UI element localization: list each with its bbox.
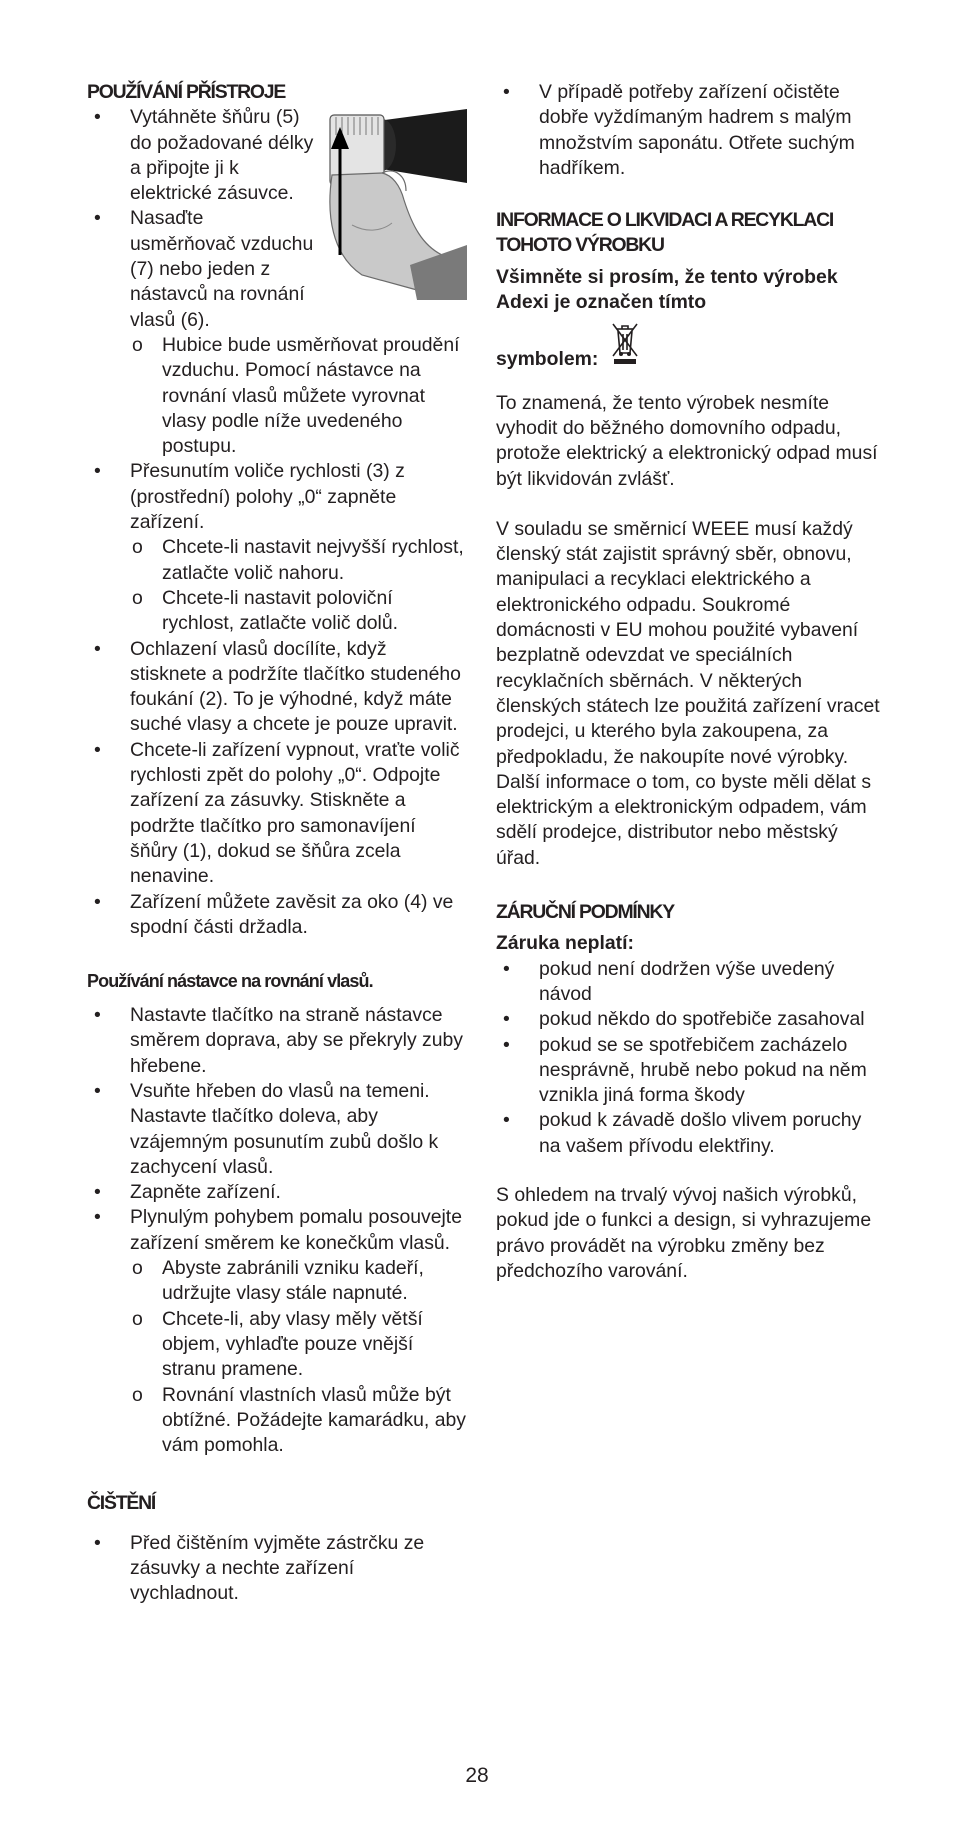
speed-sublist [87, 535, 467, 636]
weee-bin-icon [610, 321, 640, 372]
left-column [87, 80, 467, 1607]
symbol-label: symbolem: [496, 348, 599, 371]
using-list-rest [87, 637, 467, 941]
page-number: 28 [465, 1764, 489, 1787]
using-list [87, 105, 467, 333]
warranty-subheading: Záruka neplatí: [496, 932, 634, 955]
list-item: o Chcete-li nastavit poloviční rychlost, zatlačte volič dolů. [87, 586, 467, 637]
right-column [496, 80, 886, 1284]
attachment-sublist [87, 1256, 467, 1458]
list-item: • Přesunutím voliče rychlosti (3) z (prostřední) polohy „0“ zapněte zařízení. [87, 459, 467, 535]
list-item: • pokud k závadě došlo vlivem poruchy na vašem přívodu elektřiny. [496, 1108, 886, 1159]
using-heading: POUŽÍVÁNÍ PŘÍSTROJE [87, 81, 286, 103]
list-item: • Před čištěním vyjměte zástrčku ze zásuvky a nechte zařízení vychladnout. [87, 1531, 467, 1607]
list-item: • Vsuňte hřeben do vlasů na temeni. Nastavte tlačítko doleva, aby vzájemným posunutím zubů došlo k zachycení vlasů. [87, 1079, 467, 1180]
list-item: • Vytáhněte šňůru (5) do požadované délky a připojte ji k elektrické zásuvce. [87, 105, 467, 206]
cleaning-heading: ČIŠTĚNÍ [87, 1492, 156, 1515]
warranty-list [496, 957, 886, 1159]
list-item: • Zařízení můžete zavěsit za oko (4) ve spodní části držadla. [87, 890, 467, 941]
list-item: • Chcete-li zařízení vypnout, vraťte volič rychlosti zpět do polohy „0“. Odpojte zařízení za zásuvky. Stiskněte a podržte tlačítko pro samonavíjení šňůry (1), dokud se šňůra zcela nenavine. [87, 738, 467, 890]
list-item: • Plynulým pohybem pomalu posouvejte zařízení směrem ke konečkům vlasů. [87, 1205, 467, 1256]
closing-paragraph: S ohledem na trvalý vývoj našich výrobků, pokud jde o funkci a design, si vyhrazujeme právo provádět na výrobku změny bez předchozího varování. [496, 1183, 872, 1282]
cleaning-list [87, 1531, 467, 1607]
list-item: • pokud se se spotřebičem zacházelo nesprávně, hrubě nebo pokud na něm vznikla jiná forma škody [496, 1033, 886, 1109]
warranty-heading: ZÁRUČNÍ PODMÍNKY [496, 901, 674, 924]
list-item: o Chcete-li, aby vlasy měly větší objem, vyhlaďte pouze vnější stranu pramene. [87, 1307, 467, 1383]
list-item: • Zapněte zařízení. [87, 1180, 467, 1205]
list-item: o Abyste zabránili vzniku kadeří, udržujte vlasy stále napnuté. [87, 1256, 467, 1307]
disposal-notice: Všimněte si prosím, že tento výrobek Adexi je označen tímto [496, 265, 838, 314]
disposal-heading: INFORMACE O LIKVIDACI A RECYKLACI TOHOTO VÝROBKU [496, 209, 834, 257]
list-item: • pokud není dodržen výše uvedený návod [496, 957, 886, 1008]
speed-list [87, 459, 467, 535]
list-item: • Nasaďte usměrňovač vzduchu (7) nebo jeden z nástavců na rovnání vlasů (6). [87, 206, 467, 332]
using-sublist [87, 333, 467, 459]
list-item: • Ochlazení vlasů docílíte, když stisknete a podržíte tlačítko studeného foukání (2). To je výhodné, když máte suché vlasy a chcete je pouze upravit. [87, 637, 467, 738]
list-item: • pokud někdo do spotřebiče zasahoval [496, 1007, 886, 1032]
list-item: • V případě potřeby zařízení očistěte dobře vyždímaným hadrem s malým množstvím saponátu. Otřete suchým hadříkem. [496, 80, 886, 181]
disposal-paragraph-1: To znamená, že tento výrobek nesmíte vyhodit do běžného domovního odpadu, protože elektrický a elektronický odpad musí být likvidován zvlášť. [496, 391, 878, 490]
attachment-heading: Používání nástavce na rovnání vlasů. [87, 971, 373, 992]
attachment-list [87, 1003, 467, 1256]
list-item: o Rovnání vlastních vlasů může být obtížné. Požádejte kamarádku, aby vám pomohla. [87, 1383, 467, 1459]
disposal-paragraph-2: V souladu se směrnicí WEEE musí každý členský stát zajistit správný sběr, obnovu, manipulaci a recyklaci elektrického a elektronického odpadu. Soukromé domácnosti v EU mohou použité vybavení bezplatně odevzdat ve speciálních recyklačních sběrnách. V některých členských státech lze použitá zařízení vracet prodejci, u kterého byla zakoupena, za předpokladu, že nakoupíte nové výrobky. Další informace o tom, co byste měli dělat s elektrickým a elektronickým odpadem, vám sdělí prodejce, distributor nebo městský úřad. [496, 517, 880, 869]
disposal-symbol-line [496, 321, 886, 372]
list-item: o Chcete-li nastavit nejvyšší rychlost, zatlačte volič nahoru. [87, 535, 467, 586]
cleaning-list-continued [496, 80, 886, 181]
list-item: o Hubice bude usměrňovat proudění vzduchu. Pomocí nástavce na rovnání vlasů můžete vyrovnat vlasy podle níže uvedeného postupu. [87, 333, 467, 459]
list-item: • Nastavte tlačítko na straně nástavce směrem doprava, aby se překryly zuby hřebene. [87, 1003, 467, 1079]
